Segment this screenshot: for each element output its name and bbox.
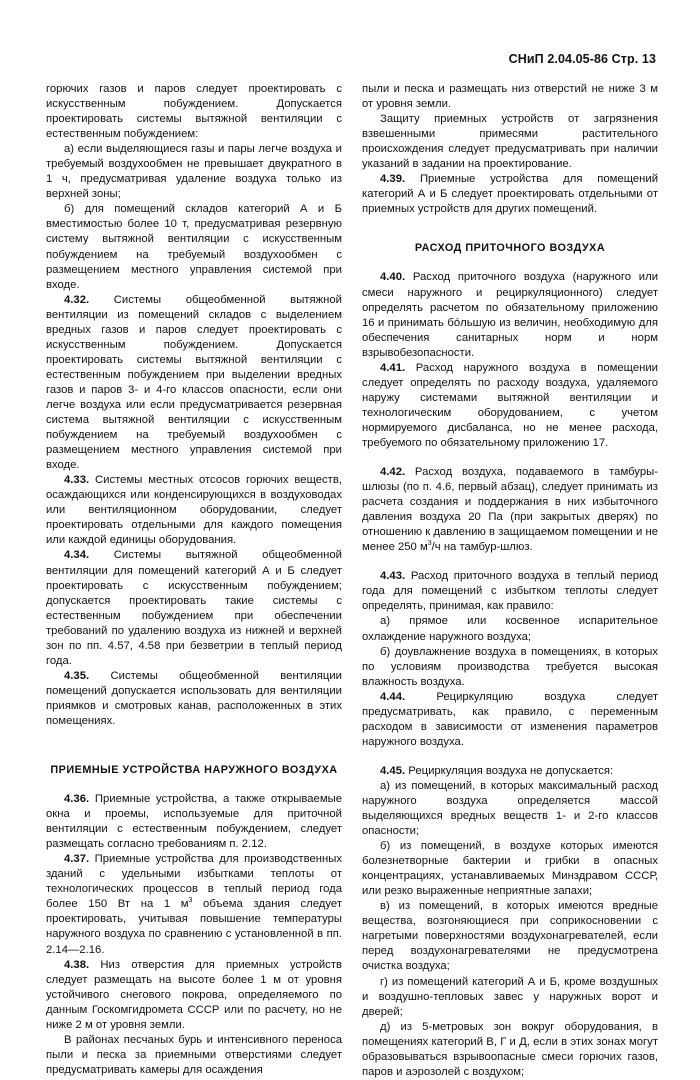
clause-number: 4.45. — [380, 764, 406, 777]
clause-text: Расход воздуха, подаваемого в тамбуры-шлюзы (по п. 4.6, первый абзац), следует принимать из расчета создания и поддержания в них избыточного давления воздуха 20 Па (при закрытых дверях) по отношению к давлению в защищаемом помещении и не менее 250 м — [362, 466, 658, 554]
clause-number: 4.40. — [380, 271, 406, 284]
list-item: г) из помещений категорий А и Б, кроме воздушных и воздушно-тепловых завес у наружных ворот и дверей; — [362, 975, 658, 1018]
section-heading: ПРИЕМНЫЕ УСТРОЙСТВА НАРУЖНОГО ВОЗДУХА — [50, 764, 338, 777]
clause-text: объема здания следует проектировать, учитывая повышение температуры наружного воздуха по сравнению с установленной в пп. 2.14—2.16. — [46, 898, 342, 956]
clause-text: /ч на тамбур-шлюз. — [431, 541, 533, 554]
clause-4-33 — [46, 473, 342, 548]
clause-number: 4.42. — [380, 466, 406, 479]
list-item: д) из 5-метровых зон вокруг оборудования, в помещениях категорий В, Г и Д, если в этих зонах могут образовываться взрывоопасные смеси горючих газов, паров и аэрозолей с воздухом; — [362, 1020, 658, 1078]
clause-4-37 — [46, 852, 342, 957]
clause-text: Приемные устройства, а также открываемые окна и проемы, используемые для приточной вентиляции с естественным побуждением, следует размещать согласно требованиям п. 2.12. — [46, 793, 342, 851]
clause-4-36 — [46, 792, 342, 852]
paragraph: В районах песчаных бурь и интенсивного переноса пыли и песка за приемными отверстиями следует предусматривать камеры для осаждения — [46, 1033, 342, 1076]
clause-4-43 — [362, 569, 658, 614]
section-heading: РАСХОД ПРИТОЧНОГО ВОЗДУХА — [414, 242, 606, 255]
clause-text: Системы общеобменной вентиляции помещений допускается использовать для вентиляции приямков и смотровых канав, расположенных в этих помещениях. — [46, 669, 342, 727]
clause-4-40 — [362, 270, 658, 360]
clause-text: Приемные устройства для производственных зданий с удельными избытками теплоты от технологических процессов в теплый период года более 150 Вт на 1 м — [46, 853, 342, 911]
paragraph: Защиту приемных устройств от загрязнения взвешенными примесями растительного происхождения следует предусматривать при наличии указаний в задании на проектирование. — [362, 113, 658, 171]
clause-4-35 — [46, 669, 342, 729]
list-item: а) из помещений, в которых максимальный расход наружного воздуха определяется массой выделяющихся вредных веществ 1- и 2-го классов опасности; — [362, 779, 658, 838]
clause-number: 4.43. — [380, 570, 406, 583]
clause-number: 4.39. — [380, 173, 406, 186]
clause-text: Системы общеобменной вытяжной вентиляции из помещений складов с выделением вредных газов и паров следует проектировать с искусственным побуждением. Допускается проектировать системы вытяжной вентиляции с естественным побуждением при выделении вредных газов и паров 3- и 4-го классов опасности, если они легче воздуха или если предусматривается резервная система вытяжной вентиляции с искусственным побуждением на требуемый воздухообмен с размещением местного управления системой при входе. — [46, 293, 342, 472]
clause-text: Рециркуляция воздуха не допускается: — [405, 764, 614, 777]
right-column — [362, 82, 658, 1080]
clause-text: Системы местных отсосов горючих веществ, осаждающихся или конденсирующихся в воздуховодах или вентиляционном оборудовании, следует проектировать отдельными для каждого помещения или каждой единицы оборудования. — [46, 474, 342, 547]
clause-4-45 — [362, 764, 658, 779]
clause-number: 4.41. — [380, 361, 406, 374]
clause-number: 4.32. — [64, 293, 90, 306]
clause-text: Рециркуляцию воздуха следует предусматривать, как правило, с переменным расходом в зависимости от изменения параметров наружного воздуха. — [362, 690, 658, 748]
superscript: 3 — [427, 540, 432, 548]
clause-4-34 — [46, 548, 342, 668]
paragraph: горючих газов и паров следует проектировать с искусственным побуждением. Допускается проектировать системы вытяжной вентиляции с естественным побуждением: — [46, 83, 342, 141]
clause-text: Низ отверстия для приемных устройств следует размещать на высоте более 1 м от уровня устойчивого снегового покрова, определяемого по данным Госкомгидромета СССР или по расчету, но не ниже 2 м от уровня земли. — [46, 958, 342, 1031]
clause-text: Расход наружного воздуха в помещении следует определять по расходу воздуха, удаляемого наружу системами вытяжной вентиляции и технологическим оборудованием, с учетом нормируемого дисбаланса, но не менее расхода, требуемого по обязательному приложению 17. — [362, 361, 658, 449]
list-item: а) если выделяющиеся газы и пары легче воздуха и требуемый воздухообмен не превышает двукратного в 1 ч, предусматривая удаление воздуха только из верхней зоны; — [46, 143, 342, 201]
list-item: а) прямое или косвенное испарительное охлаждение наружного воздуха; — [362, 615, 658, 643]
clause-number: 4.38. — [64, 958, 90, 971]
clause-4-32 — [46, 293, 342, 474]
clause-number: 4.34. — [64, 549, 90, 562]
clause-number: 4.36. — [64, 793, 90, 806]
clause-4-42 — [362, 465, 658, 555]
clause-number: 4.44. — [380, 690, 406, 703]
clause-text: Системы вытяжной общеобменной вентиляции для помещений категорий А и Б следует проектировать с искусственным побуждением; допускается проектировать такие системы с естественным побуждением при обеспечении требований по удалению воздуха из нижней и верхней зон по пп. 4.57, 4.58 при безветрии в теплый период года. — [46, 549, 342, 667]
paragraph: пыли и песка и размещать низ отверстий не ниже 3 м от уровня земли. — [362, 83, 658, 111]
clause-text: Приемные устройства для помещений категорий А и Б следует проектировать отдельными от приемных устройств для других помещений. — [362, 173, 658, 216]
clause-4-44 — [362, 690, 658, 750]
list-item: в) из помещений, в которых имеются вредные вещества, возгоняющиеся при соприкосновении с нагретыми поверхностями воздухонагревателей, если перед воздухонагревателями не предусмотрена очистка воздуха; — [362, 900, 658, 973]
clause-number: 4.37. — [64, 853, 90, 866]
clause-4-39 — [362, 172, 658, 217]
clause-text: Расход приточного воздуха в теплый период года для помещений с избытком теплоты следует определять, принимая, как правило: — [362, 570, 658, 613]
list-item: б) из помещений, в воздухе которых имеются болезнетворные бактерии и грибки в опасных концентрациях, устанавливаемых Минздравом СССР, или резко выраженные неприятные запахи; — [362, 840, 658, 898]
clause-4-38 — [46, 958, 342, 1033]
list-item: б) доувлажнение воздуха в помещениях, в которых по условиям производства требуется высокая влажность воздуха. — [362, 645, 658, 688]
clause-number: 4.33. — [64, 474, 90, 487]
superscript: 3 — [188, 897, 193, 905]
page-header: СНиП 2.04.05-86 Стр. 13 — [508, 52, 656, 66]
left-column — [46, 82, 342, 1078]
clause-number: 4.35. — [64, 669, 90, 682]
list-item: б) для помещений складов категорий А и Б вместимостью более 10 т, предусматривая резервную систему вытяжной вентиляции с искусственным побуждением на требуемый воздухообмен с размещением местного управления системой при входе. — [46, 203, 342, 291]
clause-4-41 — [362, 361, 658, 451]
clause-text: Расход приточного воздуха (наружного или смеси наружного и рециркуляционного) следует определять расчетом по обязательному приложению 16 и принимать бóльшую из величин, необходимую для обеспечения санитарных норм и норм взрывобезопасности. — [362, 271, 658, 359]
